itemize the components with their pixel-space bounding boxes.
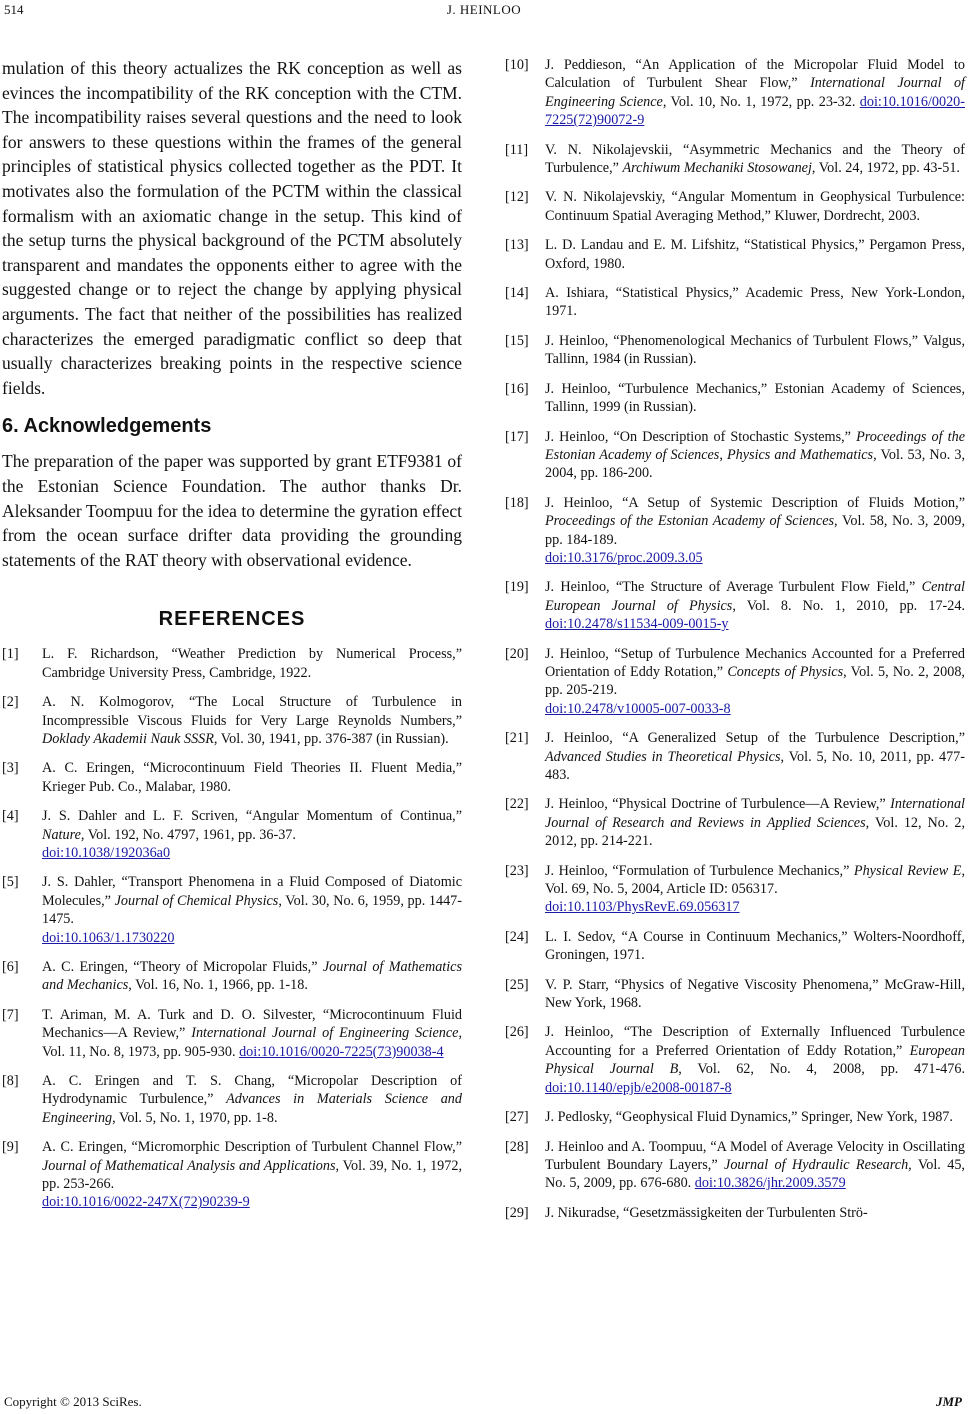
reference-item [505, 1108, 965, 1126]
reference-details: , Vol. 5, No. 10, 2011, pp. 477-483. [545, 748, 966, 783]
reference-item [2, 1072, 462, 1127]
reference-journal: Journal of Mathematics and Mechanics [42, 958, 462, 994]
reference-details: , Vol. 12, No. 2, 2012, pp. 214-221. [545, 814, 965, 850]
reference-authors-title: J. Heinloo, “Turbulence Mechanics,” Estonian Academy of Sciences, Tallinn, 1999 (in Russian). [545, 380, 965, 416]
reference-item [505, 141, 965, 178]
reference-authors-title: J. Heinloo, “Setup of Turbulence Mechanics Accounted for a Preferred Orientation of Eddy Rotation,” [545, 645, 965, 680]
reference-text [545, 236, 965, 273]
doi-link[interactable]: doi:10.1016/0022-247X(72)90239-9 [42, 1194, 250, 1211]
reference-authors-title: V. N. Nikolajevskiy, “Angular Momentum in Geophysical Turbulence: Continuum Spatial Averaging Method,” Kluwer, Dordrecht, 2003. [545, 189, 965, 224]
reference-item [505, 332, 965, 369]
reference-journal: International Journal of Engineering Science [191, 1025, 459, 1042]
doi-link[interactable]: doi:10.1063/1.1730220 [42, 929, 175, 946]
right-column [505, 56, 965, 1233]
reference-number: [13] [505, 237, 529, 254]
reference-text [545, 141, 965, 178]
reference-authors-title: J. Pedlosky, “Geophysical Fluid Dynamics,” Springer, New York, 1987. [545, 1109, 953, 1126]
reference-details: , Vol. 39, No. 1, 1972, pp. 253-266. [42, 1157, 462, 1193]
reference-authors-title: J. Heinloo, “Physical Doctrine of Turbulence—A Review,” [545, 796, 891, 813]
journal-abbrev: JMP [936, 1394, 962, 1409]
reference-details: , Vol. 58, No. 3, 2009, pp. 184-189. [545, 513, 965, 548]
reference-list-left [2, 645, 462, 1212]
reference-number: [19] [505, 579, 529, 596]
reference-journal: Proceedings of the Estonian Academy of Sciences [545, 428, 965, 463]
reference-number: [16] [505, 380, 529, 397]
reference-item [2, 873, 462, 947]
reference-item [2, 645, 462, 682]
reference-authors-title: V. N. Nikolajevskii, “Asymmetric Mechanics and the Theory of Turbulence,” [545, 141, 965, 177]
doi-link[interactable]: doi:10.1103/PhysRevE.69.056317 [545, 899, 740, 916]
reference-item [505, 976, 965, 1013]
reference-item [2, 1006, 462, 1061]
reference-journal: International Journal of Engineering Science [545, 75, 966, 110]
reference-item [505, 236, 965, 273]
reference-text [545, 1108, 965, 1126]
acknowledgements-paragraph: The preparation of the paper was supported by grant ETF9381 of the Estonian Science Foundation. The author thanks Dr. Aleksander Toompuu for the idea to determine the gyration effect from the ocean surface drifter data providing the grounding statements of the RAT theory with observational evidence. [2, 451, 462, 570]
intro-paragraph: mulation of this theory actualizes the RK conception as well as evinces the incompatibility of the RK conception with the CTM. The incompatibility raises several questions and the need to look for answers to these questions within the frames of the general principles of statistical physics collected together as the PDT. It motivates also the formulation of the PCTM within the classical formalism with an axiomatic change in the setup. This kind of the setup turns the physical background of the PCTM absolutely transparent and mandates the opponents either to agree with the suggested change or to reject the change by applying physical arguments. The fact that neither of the possibilities has realized characterizes the emerged paradigmatic conflict so deep that usually characterizes breaking points in the respective science fields. [2, 58, 462, 398]
reference-text [545, 729, 965, 784]
reference-text [545, 976, 965, 1013]
reference-journal: Journal of Hydraulic Research [724, 1156, 909, 1173]
reference-authors-title: V. P. Starr, “Physics of Negative Viscosity Phenomena,” McGraw-Hill, New York, 1968. [545, 976, 965, 1012]
reference-text [545, 795, 965, 850]
reference-details: , Vol. 62, No. 4, 2008, pp. 471-476. [678, 1061, 965, 1078]
reference-journal: Advanced Studies in Theoretical Physics [545, 748, 781, 765]
reference-number: [29] [505, 1204, 529, 1221]
reference-number: [18] [505, 494, 529, 511]
reference-authors-title: A. C. Eringen, “Microcontinuum Field Theories II. Fluent Media,” Krieger Pub. Co., Malabar, 1980. [42, 760, 462, 795]
reference-authors-title: T. Ariman, M. A. Turk and D. O. Silvester, “Microcontinuum Fluid Mechanics—A Review,” [42, 1006, 462, 1042]
reference-number: [14] [505, 285, 529, 302]
reference-number: [17] [505, 428, 529, 445]
reference-authors-title: J. Heinloo, “The Description of Externally Influenced Turbulence Accounting for a Preferred Orientation of Eddy Rotation,” [545, 1024, 965, 1059]
reference-number: [1] [2, 646, 19, 663]
reference-item [505, 578, 965, 633]
reference-number: [6] [2, 958, 19, 975]
page-header [0, 0, 968, 22]
reference-details: , Vol. 30, 1941, pp. 376-387 (in Russian). [213, 730, 449, 747]
reference-details: , Vol. 53, No. 3, 2004, pp. 186-200. [545, 446, 965, 482]
reference-number: [5] [2, 874, 19, 891]
reference-journal: Journal of Chemical Physics [114, 892, 279, 909]
reference-authors-title: A. C. Eringen, “Micromorphic Description of Turbulent Channel Flow,” [42, 1139, 462, 1156]
reference-details: , Vol. 16, No. 1, 1966, pp. 1-18. [128, 977, 308, 994]
reference-journal: European Physical Journal B [545, 1042, 965, 1078]
reference-number: [12] [505, 189, 529, 206]
reference-text [42, 693, 462, 748]
reference-authors-title: J. Heinloo, “Formulation of Turbulence Mechanics,” [545, 862, 854, 879]
reference-authors-title: J. Heinloo, “A Generalized Setup of the Turbulence Description,” [545, 730, 965, 747]
reference-authors-title: J. Heinloo, “On Description of Stochastic Systems,” [545, 428, 857, 445]
reference-details: , Vol. 10, No. 1, 1972, pp. 23-32. [662, 93, 860, 110]
reference-text [42, 1072, 462, 1127]
reference-authors-title: J. Nikuradse, “Gesetzmässigkeiten der Turbulenten Strö- [545, 1204, 868, 1221]
reference-number: [10] [505, 57, 529, 73]
reference-number: [26] [505, 1024, 529, 1041]
reference-item [2, 1138, 462, 1212]
doi-link[interactable]: doi:10.1016/0020-7225(72)90072-9 [545, 93, 965, 129]
reference-details: , Vol. 11, No. 8, 1973, pp. 905-930. [42, 1025, 462, 1060]
reference-authors-title: A. Ishiara, “Statistical Physics,” Academic Press, New York-London, 1971. [545, 285, 965, 320]
reference-details: , Vol. 5, No. 2, 2008, pp. 205-219. [545, 663, 965, 699]
reference-authors-title: J. Heinloo and A. Toompuu, “A Model of Average Velocity in Oscillating Turbulent Boundary Layers,” [545, 1138, 965, 1173]
reference-details: , Vol. 5, No. 1, 1970, pp. 1-8. [112, 1109, 278, 1126]
reference-authors-title: J. Heinloo, “The Structure of Average Turbulent Flow Field,” [545, 579, 922, 596]
reference-item [505, 284, 965, 321]
reference-item [505, 380, 965, 417]
reference-details: , Vol. 30, No. 6, 1959, pp. 1447-1475. [42, 892, 462, 928]
reference-authors-title: J. S. Dahler, “Transport Phenomena in a Fluid Composed of Diatomic Molecules,” [42, 874, 462, 909]
reference-authors-title: A. C. Eringen and T. S. Chang, “Micropolar Description of Hydrodynamic Turbulence,” [42, 1073, 462, 1108]
reference-journal: Concepts of Physics [727, 663, 844, 680]
reference-journal: Advances in Materials Science and Engineering [42, 1091, 462, 1126]
reference-number: [9] [2, 1139, 19, 1156]
reference-number: [22] [505, 796, 529, 813]
reference-details: , Vol. 24, 1972, pp. 43-51. [811, 160, 960, 177]
reference-details: , [719, 446, 727, 463]
reference-text [545, 862, 965, 917]
doi-link[interactable]: doi:10.3176/proc.2009.3.05 [545, 549, 703, 566]
reference-authors-title: L. F. Richardson, “Weather Prediction by Numerical Process,” Cambridge University Press, Cambridge, 1922. [42, 646, 462, 681]
reference-authors-title: J. Heinloo, “A Setup of Systemic Description of Fluids Motion,” [545, 494, 965, 511]
reference-text [42, 759, 462, 796]
reference-text [545, 1204, 965, 1222]
copyright-notice: Copyright © 2013 SciRes. [4, 1394, 142, 1409]
reference-text [42, 645, 462, 682]
reference-journal: Physical Review E [853, 862, 962, 879]
reference-number: [25] [505, 976, 529, 993]
reference-number: [3] [2, 760, 19, 777]
reference-journal: Journal of Mathematical Analysis and Applications [42, 1157, 336, 1174]
reference-item [505, 494, 965, 568]
acknowledgements-heading: 6. Acknowledgements [2, 415, 212, 438]
reference-item [505, 1204, 965, 1222]
reference-item [2, 958, 462, 995]
reference-item [505, 428, 965, 483]
reference-item [2, 759, 462, 796]
reference-journal: Physics and Mathematics [726, 446, 874, 463]
doi-link[interactable]: doi:10.1140/epjb/e2008-00187-8 [545, 1079, 732, 1096]
reference-text [545, 1138, 965, 1193]
reference-number: [7] [2, 1006, 19, 1023]
reference-item [505, 188, 965, 225]
reference-number: [8] [2, 1073, 19, 1089]
reference-number: [24] [505, 928, 529, 945]
reference-number: [15] [505, 332, 529, 349]
reference-text [545, 284, 965, 321]
doi-link[interactable]: doi:10.3826/jhr.2009.3579 [694, 1175, 846, 1192]
reference-text [545, 380, 965, 417]
reference-item [505, 56, 965, 130]
running-head: J. HEINLOO [446, 2, 522, 17]
reference-text [545, 56, 965, 130]
reference-details: , Vol. 69, No. 5, 2004, Article ID: 056317. [545, 862, 965, 898]
reference-number: [21] [505, 730, 529, 747]
reference-text [545, 494, 965, 568]
reference-text [545, 188, 965, 225]
reference-authors-title: J. S. Dahler and L. F. Scriven, “Angular Momentum of Continua,” [42, 808, 462, 825]
reference-item [2, 693, 462, 748]
reference-number: [11] [505, 141, 529, 158]
reference-text [545, 1023, 965, 1097]
reference-authors-title: J. Heinloo, “Phenomenological Mechanics of Turbulent Flows,” Valgus, Tallinn, 1984 (in Russian). [545, 332, 965, 368]
page-number: 514 [4, 2, 24, 17]
reference-details: , Vol. 192, No. 4797, 1961, pp. 36-37. [80, 826, 296, 843]
reference-journal: Proceedings of the Estonian Academy of Sciences [545, 513, 835, 530]
doi-link[interactable]: doi:10.2478/s11534-009-0015-y [545, 616, 729, 633]
reference-authors-title: L. D. Landau and E. M. Lifshitz, “Statistical Physics,” Pergamon Press, Oxford, 1980. [545, 237, 965, 272]
doi-link[interactable]: doi:10.1016/0020-7225(73)90038-4 [239, 1043, 444, 1060]
reference-number: [28] [505, 1138, 529, 1155]
reference-authors-title: A. N. Kolmogorov, “The Local Structure of Turbulence in Incompressible Viscous Fluids for Very Large Reynolds Numbers,” [42, 694, 462, 729]
reference-text [42, 1138, 462, 1212]
reference-item [505, 1023, 965, 1097]
reference-item [2, 807, 462, 862]
reference-text [545, 428, 965, 483]
reference-number: [20] [505, 645, 529, 662]
doi-link[interactable]: doi:10.1038/192036a0 [42, 844, 171, 861]
reference-journal: Nature [42, 826, 81, 843]
reference-journal: Doklady Akademii Nauk SSSR [42, 730, 214, 747]
reference-text [42, 873, 462, 947]
reference-number: [4] [2, 808, 19, 825]
reference-authors-title: L. I. Sedov, “A Course in Continuum Mechanics,” Wolters-Noordhoff, Groningen, 1971. [545, 928, 965, 964]
reference-details: , Vol. 45, No. 5, 2009, pp. 676-680. [545, 1156, 965, 1192]
reference-text [545, 928, 965, 965]
reference-text [42, 807, 462, 862]
reference-text [545, 332, 965, 369]
reference-number: [23] [505, 862, 529, 879]
reference-text [545, 578, 965, 633]
reference-text [42, 1006, 462, 1061]
reference-authors-title: J. Peddieson, “An Application of the Micropolar Fluid Model to Calculation of Turbulent Shear Flow,” [545, 57, 965, 92]
doi-link[interactable]: doi:10.2478/v10005-007-0033-8 [545, 700, 731, 717]
reference-list-right [505, 56, 965, 1222]
reference-item [505, 928, 965, 965]
references-heading: REFERENCES [158, 608, 306, 631]
reference-journal: Central European Journal of Physics [545, 579, 965, 614]
reference-item [505, 862, 965, 917]
reference-item [505, 795, 965, 850]
reference-item [505, 1138, 965, 1193]
reference-details: , Vol. 8. No. 1, 2010, pp. 17-24. [732, 597, 965, 614]
reference-journal: International Journal of Research and Reviews in Applied Sciences [545, 796, 965, 831]
reference-number: [27] [505, 1109, 529, 1126]
reference-authors-title: A. C. Eringen, “Theory of Micropolar Fluids,” [42, 958, 323, 975]
reference-item [505, 729, 965, 784]
reference-number: [2] [2, 694, 19, 711]
reference-item [505, 645, 965, 719]
reference-text [42, 958, 462, 995]
left-column [2, 56, 462, 1223]
reference-text [545, 645, 965, 719]
reference-journal: Archiwum Mechaniki Stosowanej [622, 160, 812, 177]
